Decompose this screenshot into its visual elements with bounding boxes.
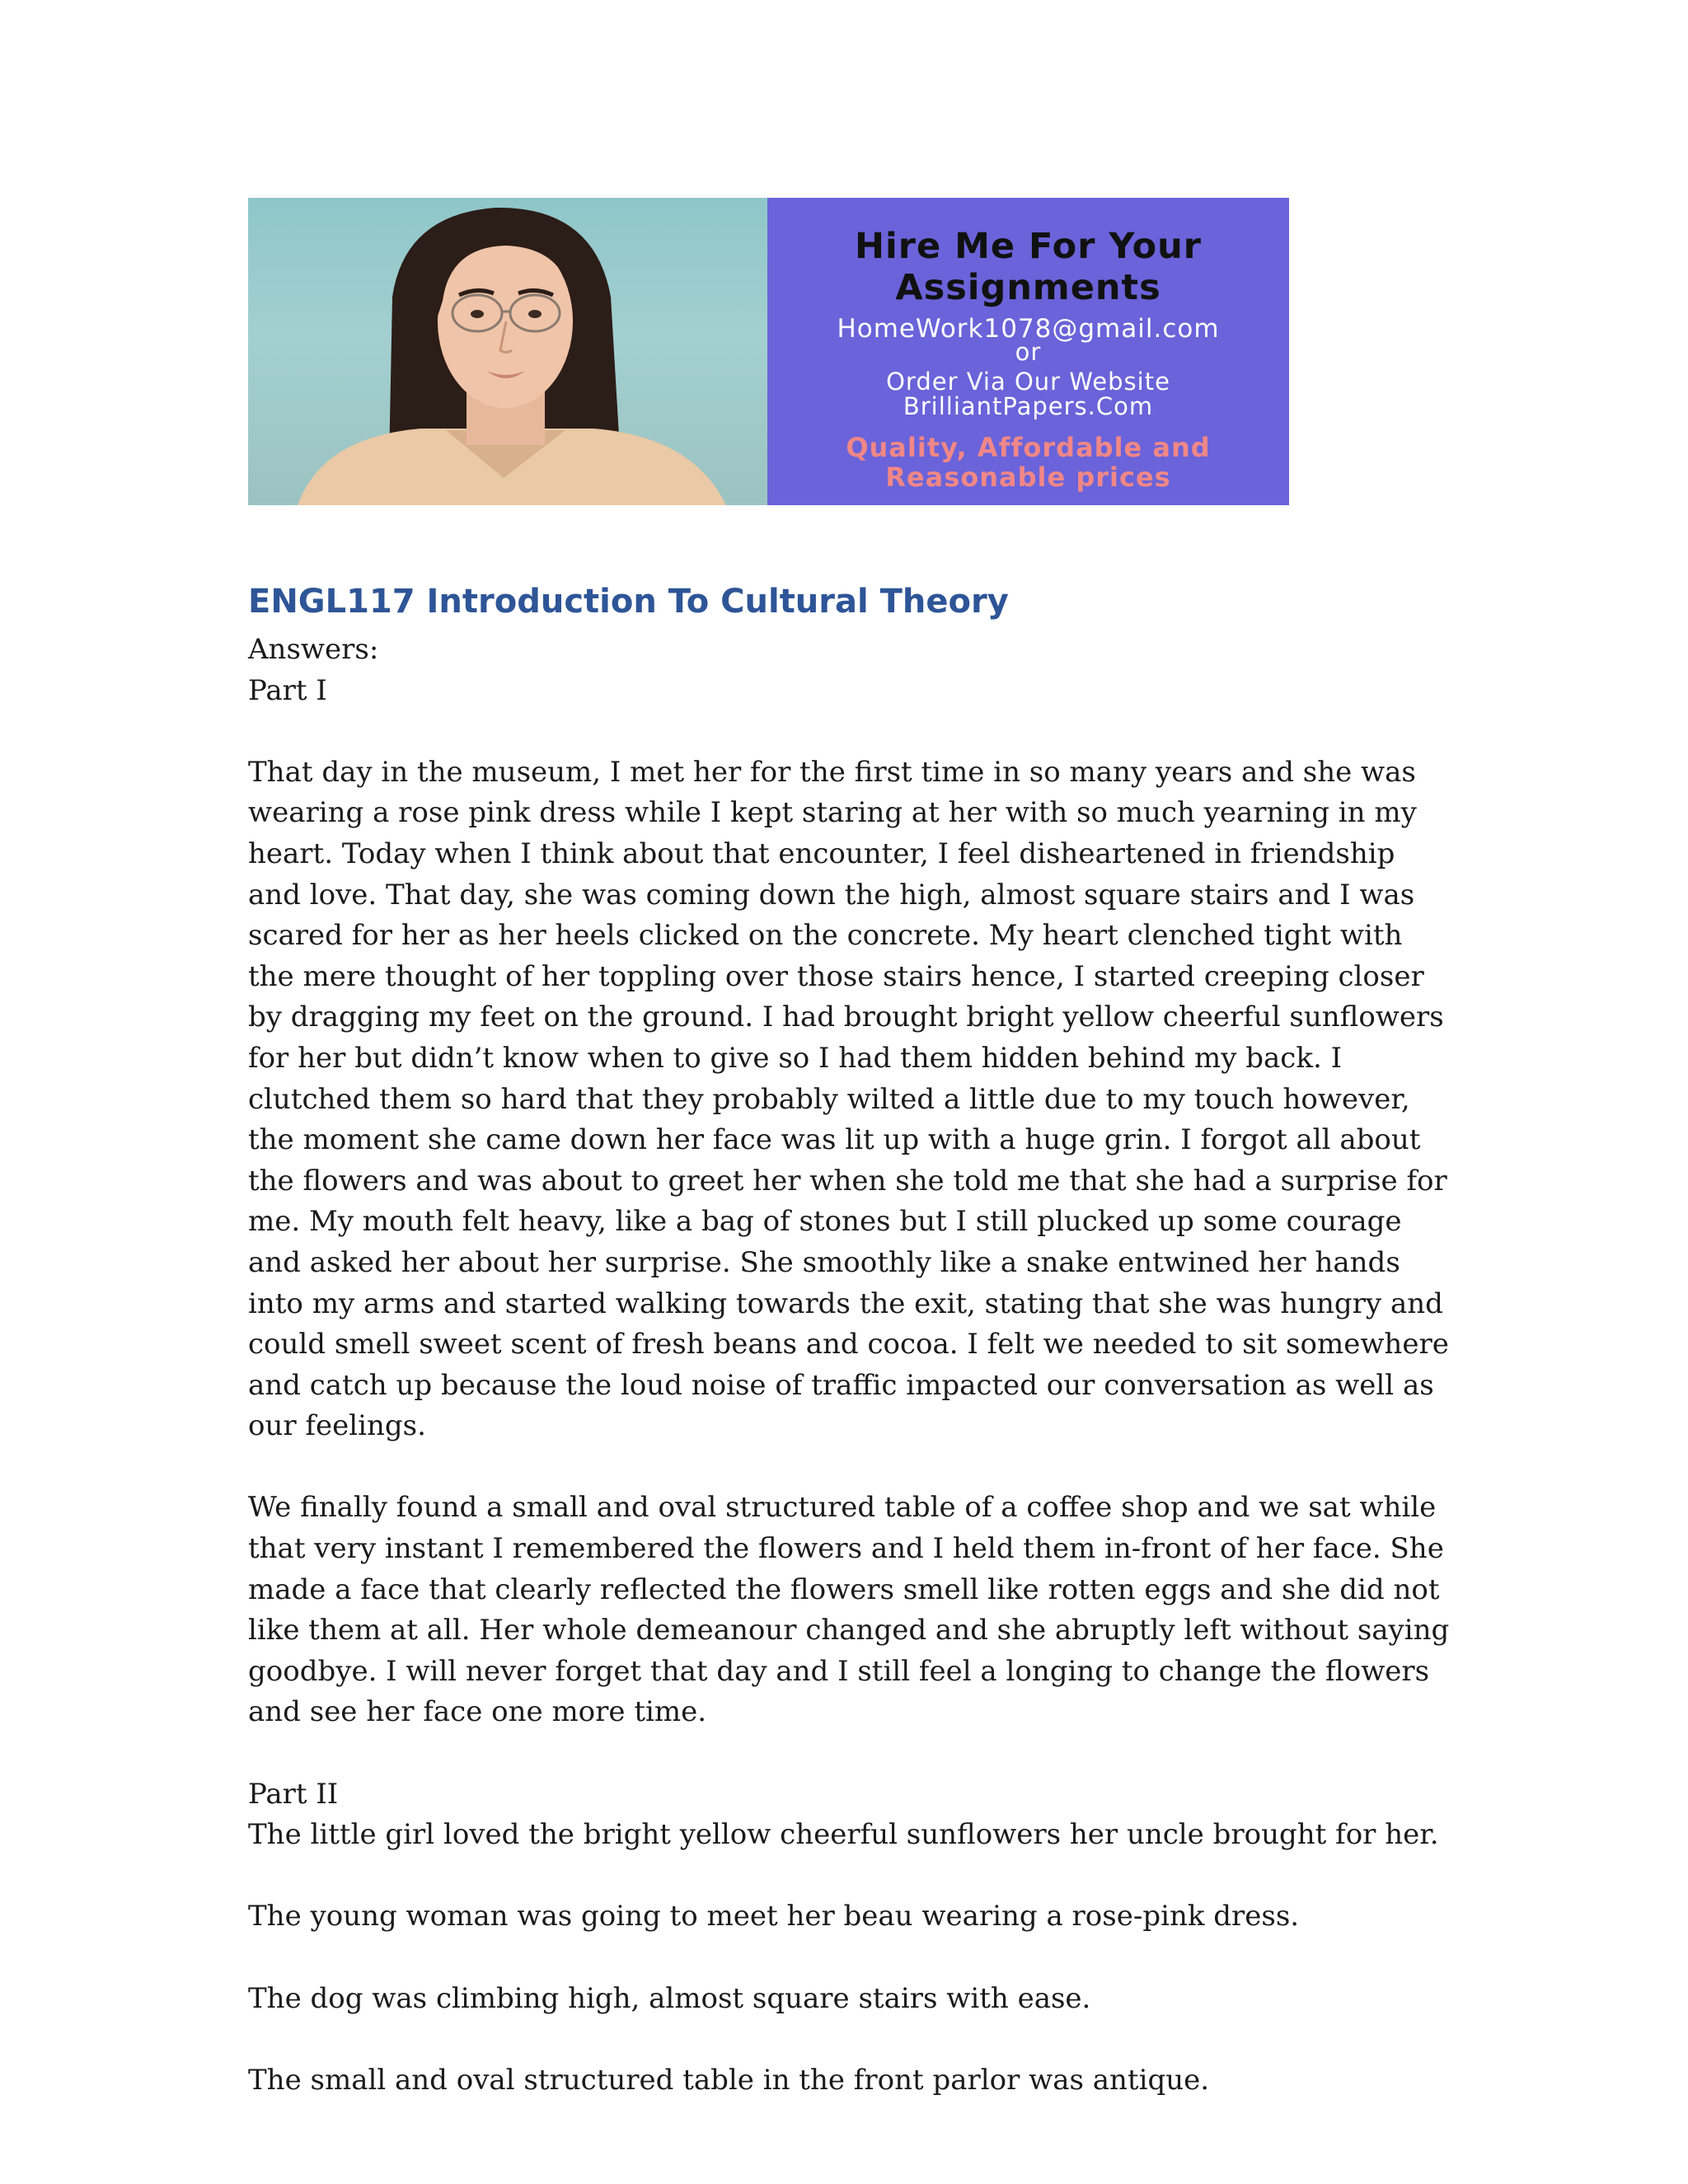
part1-paragraph-2: We finally found a small and oval structured table of a coffee shop and we sat while that very instant I remembered the flowers and I held them in-front of her face. She made a face that clearly reflected the flowers smell like rotten eggs and she did not like them at all. Her whole demeanour changed and she abruptly left without saying goodbye. I will never forget that day and I still feel a longing to change the flowers and see her face one more time. — [248, 1491, 1450, 1729]
banner-portrait-photo — [248, 198, 767, 505]
spacer — [248, 1856, 1451, 1897]
ad-website: BrilliantPapers.Com — [903, 392, 1154, 420]
ad-quality-line2: Reasonable prices — [885, 462, 1171, 493]
banner-ad-panel — [767, 198, 1289, 505]
part2-sentence: The young woman was going to meet her beau wearing a rose-pink dress. — [248, 1900, 1300, 1933]
part2-heading: Part II — [248, 1777, 339, 1811]
ad-order-text: Order Via Our Website — [886, 368, 1170, 396]
advertisement-banner — [248, 198, 1289, 505]
spacer — [248, 1447, 1451, 1488]
answers-label: Answers: — [248, 633, 379, 666]
spacer — [248, 2019, 1451, 2060]
part2-sentence: The dog was climbing high, almost square stairs with ease. — [248, 1981, 1091, 2015]
ad-or-text: or — [1015, 338, 1042, 366]
spacer — [248, 1938, 1451, 1979]
ad-headline-line1: Hire Me For Your — [855, 226, 1202, 267]
ad-email: HomeWork1078@gmail.com — [837, 314, 1220, 344]
spacer — [248, 711, 1451, 752]
part1-heading: Part I — [248, 673, 327, 707]
document-title: ENGL117 Introduction To Cultural Theory — [248, 583, 1009, 621]
portrait-illustration-icon — [248, 198, 767, 505]
part2-sentence: The small and oval structured table in the front parlor was antique. — [248, 2063, 1210, 2097]
spacer — [248, 1733, 1451, 1774]
document-body — [248, 630, 1451, 2101]
ad-headline-line2: Assignments — [895, 267, 1161, 308]
part1-paragraph-1: That day in the museum, I met her for the first time in so many years and she was wearing a rose pink dress while I kept staring at her with so much yearning in my heart. Today when I think about that encounter, I feel disheartened in friendship and love. That day, she was coming down the high, almost square stairs and I was scared for her as her heels clicked on the concrete. My heart clenched tight with the mere thought of her toppling over those stairs hence, I started creeping closer by dragging my feet on the ground. I had brought bright yellow cheerful sunflowers for her but didn’t know when to give so I had them hidden behind my back. I clutched them so hard that they probably wilted a little due to my touch however, the moment she came down her face was lit up with a huge grin. I forgot all about the flowers and was about to greet her when she told me that she had a surprise for me. My mouth felt heavy, like a bag of stones but I still plucked up some courage and asked her about her surprise. She smoothly like a snake entwined her hands into my arms and started walking towards the exit, stating that she was hungry and could smell sweet scent of fresh beans and cocoa. I felt we needed to sit somewhere and catch up because the loud noise of traffic impacted our conversation as well as our feelings. — [248, 755, 1449, 1443]
part2-sentence: The little girl loved the bright yellow cheerful sunflowers her uncle brought for her. — [248, 1818, 1439, 1852]
ad-quality-line1: Quality, Affordable and — [846, 432, 1211, 463]
